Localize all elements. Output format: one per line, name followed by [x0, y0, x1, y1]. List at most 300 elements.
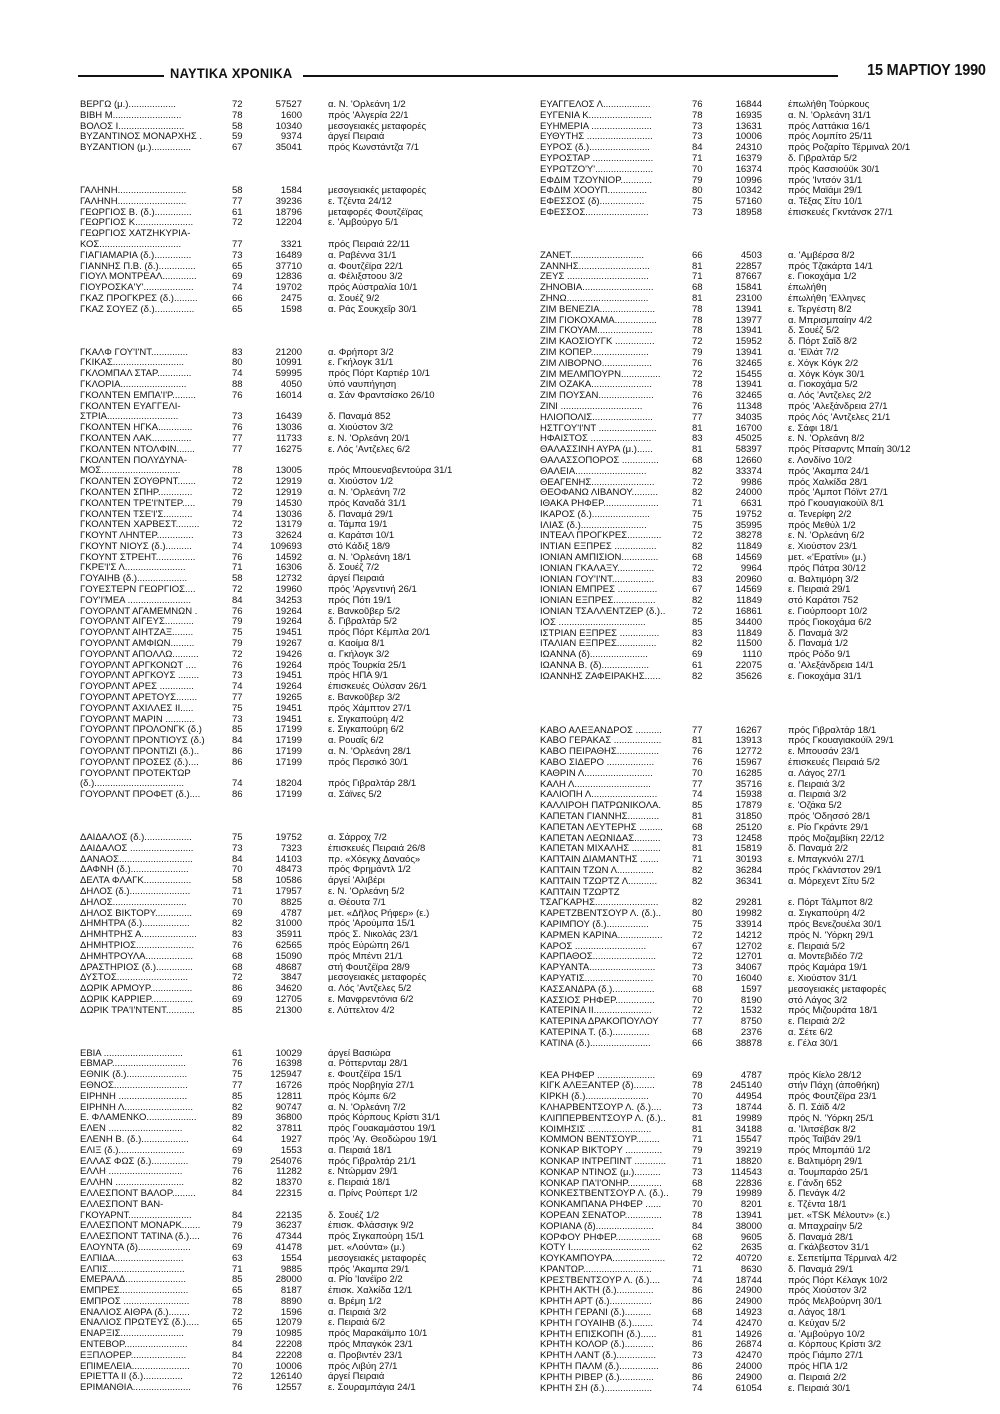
position-status: πρός Λομπίτο 25/11 [788, 132, 873, 143]
tonnage: 16285 [735, 768, 762, 779]
tonnage: 126140 [270, 1372, 302, 1383]
tonnage: 14923 [735, 1308, 762, 1319]
ship-row [540, 855, 980, 866]
tonnage: 13036 [275, 423, 302, 434]
ship-name: ΚΑΣΣΙΟΣ ΡΗΦΕΡ............... [540, 995, 655, 1006]
position-status: έπισκευές Πειραιά 5/2 [788, 758, 880, 769]
ship-row [540, 801, 980, 812]
ship-row [540, 1243, 980, 1254]
build-year: 77 [232, 433, 243, 444]
position-status: πρός Τουρκία 25/1 [328, 660, 407, 671]
position-status: ε. Πειραιά 30/1 [788, 1383, 851, 1394]
position-status: πρός Σ. Νικολάς 23/1 [328, 930, 419, 941]
section-gap [80, 154, 520, 186]
build-year: 61 [232, 207, 243, 218]
build-year: 65 [232, 1318, 243, 1329]
position-status: α. Μπρισμπαίην 4/2 [788, 315, 872, 326]
ship-row [80, 358, 520, 369]
build-year: 68 [692, 455, 703, 466]
tonnage: 12811 [276, 1091, 302, 1102]
ship-row [80, 898, 520, 909]
ship-name: ΓΙΟΥΡΟΣΚΑ'Υ'................... [80, 283, 194, 294]
ship-name: ΓΟΥΟΡΛΝΤ ΑΡΕΤΟΥΣ........ [80, 693, 198, 704]
tonnage: 18370 [275, 1178, 302, 1189]
ship-row [80, 1006, 520, 1017]
build-year: 68 [232, 951, 243, 962]
tonnage: 16398 [275, 1059, 302, 1070]
build-year: 81 [692, 261, 703, 272]
position-status: ε. Χιούστον 23/1 [788, 542, 858, 553]
ship-name: ΚΑΒΟ ΣΙΔΕΡΟ .................. [540, 758, 655, 769]
position-status: α. Πειραιά 3/2 [328, 1307, 387, 1318]
ship-row [540, 996, 980, 1007]
position-status: ε. Πειραιά 5/2 [788, 941, 846, 952]
tonnage: 38000 [735, 1221, 762, 1232]
build-year: 74 [692, 1275, 703, 1286]
tonnage: 17199 [275, 725, 302, 736]
masthead [78, 60, 988, 90]
tonnage: 18204 [275, 779, 302, 790]
build-year: 77 [692, 779, 703, 790]
ship-name: ΚΟΙΜΗΣΙΣ ........................ [540, 1124, 652, 1135]
ship-section [80, 348, 520, 801]
position-status: άργεί Βασιώρα [328, 1048, 391, 1059]
tonnage: 32624 [275, 531, 302, 542]
tonnage: 34620 [275, 984, 302, 995]
ship-name: ΔΑΙΔΑΛΟΣ ........................ [80, 843, 194, 854]
ship-row [80, 1243, 520, 1254]
build-year: 83 [692, 628, 703, 639]
position-status: α. 'Ιλιτσέβσκ 8/2 [788, 1124, 856, 1135]
tonnage: 16844 [735, 100, 762, 110]
ship-name: ΓΚΟΛΝΤΕΝ ΛΑΚ............... [80, 433, 192, 444]
build-year: 81 [692, 293, 703, 304]
tonnage: 4787 [280, 908, 302, 919]
position-status: στό Κάδιξ 18/9 [328, 541, 391, 552]
build-year: 77 [232, 444, 243, 455]
tonnage: 19451 [275, 703, 302, 714]
build-year: 70 [692, 768, 703, 779]
ship-name: ΓΚΟΛΝΤΕΝ ΝΤΟΛΦΙΝ....... [80, 444, 195, 455]
ship-row [80, 553, 520, 564]
build-year: 79 [232, 498, 243, 509]
ship-row [540, 294, 980, 305]
build-year: 76 [692, 401, 703, 412]
position-status: α. Ραβέννα 31/1 [328, 250, 397, 261]
ship-name: ΜΟΣ.............................. [80, 466, 181, 477]
build-year: 66 [232, 293, 243, 304]
ship-name: ΕΝΑΛΙΟΣ ΠΡΩΤΕΥΣ (δ.)..... [80, 1318, 200, 1329]
ship-row [540, 931, 980, 942]
build-year: 68 [692, 822, 703, 833]
build-year: 76 [232, 940, 243, 951]
position-status: α. Τενερίφη 2/2 [788, 509, 852, 520]
position-status: ε. Πειραιά 29/1 [788, 585, 851, 596]
ship-name: ΕΦΕΣΣΟΣ (δ)................. [540, 197, 645, 208]
ship-row [540, 1200, 980, 1211]
tonnage: 32465 [735, 358, 762, 369]
tonnage: 12660 [735, 455, 762, 466]
ship-name: ΕΥΡΩΤΖΟ'Υ'...................... [540, 164, 654, 175]
tonnage: 11849 [736, 596, 762, 607]
build-year: 70 [232, 865, 243, 876]
ship-name: ΘΑΛΕΙΑ........................... [540, 466, 647, 477]
build-year: 79 [232, 1221, 243, 1232]
ship-row [540, 812, 980, 823]
build-year: 76 [232, 390, 243, 401]
ship-name: ΓΚΛΟΡΙΑ......................... [80, 379, 187, 390]
build-year: 80 [692, 186, 703, 197]
ship-name: ΓΟΥΟΡΛΝΤ ΑΓΑΜΕΜΝΩΝ . [80, 606, 198, 617]
ship-name: ΒΟΛΟΣ Ι......................... [80, 121, 185, 132]
ship-name: ΖΙΜ ΜΕΛΜΠΟΥΡΝ............... [540, 369, 661, 380]
ship-name: ΖΙΜ ΓΚΟΥΑΜ..................... [540, 326, 653, 337]
ship-name: ΖΑΝΕΤ............................ [540, 250, 644, 261]
ship-row [80, 100, 520, 111]
position-status: πρό Γκουαγιακούϊλ 8/1 [788, 499, 884, 510]
position-status: μεσογειακές μεταφορές [788, 984, 887, 995]
tonnage: 12204 [275, 218, 302, 229]
position-status: ε. Τζέντα 24/12 [328, 196, 392, 207]
ship-name: ΘΕΟΦΑΝΩ ΛΙΒΑΝΟΥ.......... [540, 488, 658, 499]
ship-row [80, 941, 520, 952]
build-year: 82 [232, 1102, 243, 1113]
ship-name: ΕΦΔΙΜ ΤΖΟΥΝΙΟΡ............ [540, 175, 652, 186]
ship-row [80, 122, 520, 133]
ship-row [80, 963, 520, 974]
build-year: 72 [232, 649, 243, 660]
position-status: α. Καοίμα 8/1 [328, 639, 385, 650]
ship-name: ΚΑΠΕΤΑΝ ΛΕΥΤΕΡΗΣ ......... [540, 822, 663, 833]
ship-row [540, 283, 980, 294]
ship-row [80, 1329, 520, 1340]
position-status: πρός Ταϊβάν 29/1 [788, 1135, 862, 1146]
build-year: 70 [692, 973, 703, 984]
ship-row [540, 1179, 980, 1190]
position-status: α. Πειραιά 18/1 [328, 1145, 392, 1156]
build-year: 69 [232, 994, 243, 1005]
position-status: πρός Μιζουράτα 18/1 [788, 1006, 878, 1017]
tonnage: 16379 [735, 153, 762, 164]
tonnage: 36284 [735, 866, 762, 876]
ship-row [540, 316, 980, 327]
ship-row [540, 326, 980, 337]
build-year: 74 [232, 283, 243, 294]
ship-row [80, 1070, 520, 1081]
ship-row [80, 488, 520, 499]
ship-section [540, 100, 980, 219]
ship-name: ΚΡΗΤΗ ΣΗ (δ.).................. [540, 1383, 652, 1394]
ship-row [540, 672, 980, 683]
position-status: α. Τουμπαράο 25/1 [788, 1167, 869, 1178]
ship-row [80, 132, 520, 143]
ship-name: ΚΟΣ............................... [80, 239, 182, 250]
ship-name: (δ.).................................. [80, 779, 184, 790]
build-year: 86 [692, 1286, 703, 1297]
ship-name: ΕΝΑΡΞΙΣ........................ [80, 1329, 184, 1340]
build-year: 74 [692, 1318, 703, 1329]
ship-name: ΕΞΠΛΟΡΕΡ..................... [80, 1350, 187, 1361]
build-year: 73 [232, 531, 243, 542]
tonnage: 11849 [736, 628, 762, 639]
tonnage: 47344 [275, 1232, 302, 1243]
ship-name: ΓΚΑΖ ΣΟΥΕΖ (δ.)............... [80, 304, 195, 315]
ship-row [540, 176, 980, 187]
tonnage: 17199 [275, 747, 302, 758]
position-status: δ. Παναμά 28/1 [788, 1232, 854, 1243]
tonnage: 36237 [275, 1221, 302, 1232]
ship-row [80, 952, 520, 963]
ship-name: ΚΟΡΙΑΝΑ (δ)...................... [540, 1221, 654, 1232]
position-status: πρός ΗΠΑ 9/1 [328, 671, 388, 682]
tonnage: 19264 [275, 606, 302, 617]
ship-row [80, 1167, 520, 1178]
ship-name: ΓΟΥΟΡΛΝΤ ΑΡΕΣ ............. [80, 682, 194, 693]
ship-row [540, 359, 980, 370]
tonnage: 11500 [736, 639, 762, 650]
build-year: 59 [232, 132, 243, 143]
ship-name: ΕΙΡΗΝΗ Λ.......................... [80, 1102, 193, 1113]
ship-row [80, 1286, 520, 1297]
ship-name: ΓΕΩΡΓΙΟΣ ΧΑΤΖΗΚΥΡΙΑ- [80, 229, 191, 240]
ship-name: ΚΑΡΠΑΘΟΣ........................ [540, 952, 657, 963]
ship-name: ΓΚΟΥΝΤ ΣΤΡΕΗΤ............... [80, 552, 196, 563]
build-year: 83 [232, 930, 243, 941]
position-status: ε. Σουραμπάγια 24/1 [328, 1383, 416, 1394]
ship-row [80, 111, 520, 122]
position-status: ε. Πόρτ Τάλμποτ 8/2 [788, 898, 873, 909]
position-status: α. Φουτζέϊρα 22/1 [328, 261, 404, 272]
position-status: πρός Τζακάρτα 14/1 [788, 261, 873, 272]
build-year: 84 [692, 1221, 703, 1232]
tonnage: 11348 [736, 401, 762, 412]
ship-name: ΕΛΕΝ ............................ [80, 1124, 183, 1135]
ship-row [80, 456, 520, 467]
ship-row [80, 1157, 520, 1168]
ship-row [80, 1275, 520, 1286]
ship-row [540, 348, 980, 359]
ship-name: ΙΟΝΙΑΝ ΓΟΥ'Ι'ΝΤ................ [540, 574, 655, 585]
ship-row [80, 1103, 520, 1114]
position-status: ε. Ντώρμαν 29/1 [328, 1167, 398, 1178]
section-gap [540, 219, 980, 251]
tonnage: 33914 [735, 919, 762, 930]
tonnage: 254076 [270, 1156, 302, 1167]
tonnage: 19426 [275, 649, 302, 660]
position-status: άργεί Πειραιά [328, 1372, 385, 1383]
ship-name: ΔΡΑΣΤΗΡΙΟΣ (δ.).............. [80, 962, 193, 973]
position-status: πρός Γιάμπο 27/1 [788, 1351, 864, 1362]
tonnage: 12836 [275, 272, 302, 283]
ship-row [80, 1318, 520, 1329]
build-year: 78 [692, 304, 703, 315]
position-status: ε. Πειραιά 18/1 [328, 1178, 391, 1189]
ship-row [80, 833, 520, 844]
tonnage: 34400 [735, 617, 762, 628]
tonnage: 34035 [735, 412, 762, 423]
ship-name: ΙΟΝΙΑΝ ΓΚΑΛΑΞΥ.............. [540, 563, 655, 574]
tonnage: 4503 [740, 250, 762, 261]
ship-row [80, 919, 520, 930]
position-status: ε. Μπουσάν 23/1 [788, 747, 860, 758]
position-status: ε. Σιγκαπούρη 6/2 [328, 725, 404, 736]
tonnage: 16935 [735, 110, 762, 121]
ship-row [540, 434, 980, 445]
ship-section [540, 251, 980, 683]
build-year: 58 [232, 876, 243, 887]
ship-row [80, 909, 520, 920]
position-status: πρός Χαλκίδα 28/1 [788, 477, 868, 488]
tonnage: 18744 [735, 1102, 762, 1113]
ship-name: ΚΑΠΤΑΙΝ ΤΖΩΡΤΖ [540, 887, 620, 898]
ship-row [540, 1146, 980, 1157]
tonnage: 1596 [280, 1307, 302, 1318]
build-year: 78 [692, 315, 703, 326]
build-year: 70 [692, 164, 703, 175]
tonnage: 38878 [735, 1038, 762, 1049]
ship-name: ΓΟΥΟΡΛΝΤ ΑΙΓΕΥΣ........... [80, 617, 194, 628]
tonnage: 15455 [735, 369, 762, 380]
tonnage: 17957 [275, 887, 302, 897]
tonnage: 4050 [280, 379, 302, 390]
tonnage: 34253 [275, 595, 302, 606]
ship-row [80, 1178, 520, 1189]
position-status: μετ. «'Ερατίνι» (μ.) [788, 553, 867, 564]
tonnage: 24000 [735, 488, 762, 499]
ship-row [80, 1211, 520, 1222]
build-year: 79 [692, 1189, 703, 1200]
build-year: 84 [232, 736, 243, 747]
position-status: δ. Παναμά 29/1 [328, 509, 394, 520]
build-year: 73 [232, 671, 243, 682]
position-status: πρός 'Αρούμπα 15/1 [328, 919, 416, 930]
tonnage: 23100 [735, 293, 762, 304]
build-year: 82 [692, 898, 703, 909]
ship-name: ΙΟΝΙΑΝ ΕΞΠΡΕΣ................ [540, 596, 656, 607]
position-status: ε. Πειραιά 3/2 [788, 779, 846, 790]
ship-name: ΚΑΛΗ Λ............................. [540, 779, 651, 790]
build-year: 82 [232, 919, 243, 930]
build-year: 82 [692, 466, 703, 477]
build-year: 82 [692, 639, 703, 650]
ship-name: ΕΛΛΕΣΠΟΝΤ ΤΑΤΙΝΑ (δ.).... [80, 1232, 200, 1243]
build-year: 71 [232, 887, 243, 897]
build-year: 77 [692, 1017, 703, 1028]
tonnage: 13941 [735, 1210, 762, 1221]
position-status: πρός Αύστραλία 10/1 [328, 283, 418, 294]
ship-name: ΓΕΩΡΓΙΟΣ Β. (δ.).............. [80, 207, 192, 218]
tonnage: 16489 [275, 250, 302, 261]
ship-row [80, 1372, 520, 1383]
ship-row [80, 671, 520, 682]
build-year: 78 [232, 110, 243, 121]
ship-row [80, 930, 520, 941]
ship-name: ΕΛΕΝΗ Β. (δ.).................. [80, 1134, 189, 1145]
tonnage: 19267 [275, 639, 302, 650]
ship-row [80, 294, 520, 305]
ship-name: ΚΑΤΕΡΙΝΑ ΔΡΑΚΟΠΟΥΛΟΥ [540, 1017, 659, 1028]
tonnage: 10006 [275, 1361, 302, 1372]
ship-name: ΕΙΡΗΝΗ .......................... [80, 1091, 188, 1102]
ship-name: ΖΙΜ ΚΟΠΕΡ...................... [540, 347, 649, 358]
build-year: 68 [692, 1308, 703, 1319]
ship-row [80, 693, 520, 704]
tonnage: 1110 [742, 650, 762, 661]
build-year: 66 [692, 1038, 703, 1049]
tonnage: 13005 [275, 466, 302, 477]
position-status: ε. Σάφι 18/1 [788, 423, 839, 434]
build-year: 81 [692, 1113, 703, 1124]
ship-row [80, 1308, 520, 1319]
tonnage: 8201 [740, 1200, 762, 1211]
build-year: 58 [232, 574, 243, 585]
ship-name: ΕΛΟΥΝΤΑ (δ).................... [80, 1242, 191, 1253]
ship-name: ΕΥΡΟΣ (δ.)....................... [540, 143, 650, 154]
position-status: στό Λάγος 3/2 [788, 995, 848, 1006]
build-year: 82 [692, 596, 703, 607]
build-year: 85 [232, 1005, 243, 1016]
ship-row [80, 1221, 520, 1232]
build-year: 76 [232, 660, 243, 671]
ship-row [540, 1308, 980, 1319]
build-year: 68 [692, 1027, 703, 1038]
tonnage: 28000 [275, 1275, 302, 1286]
position-status: ε. Γιοκοχάμα 1/2 [788, 272, 857, 283]
build-year: 82 [692, 671, 703, 682]
build-year: 86 [232, 790, 243, 801]
ship-name: ΚΑΡΜΕΝ ΚΑΡΙΝΑ................. [540, 930, 663, 941]
position-status: έπισκ. Χαλκίδα 12/1 [328, 1286, 413, 1297]
build-year: 73 [692, 963, 703, 974]
ship-name: ΚΟΤΥ Ι.............................. [540, 1243, 650, 1254]
position-status: πρός Φουτζέϊρα 23/1 [788, 1092, 877, 1103]
position-status: πρός Πάτρα 30/12 [788, 563, 866, 574]
ship-row [80, 272, 520, 283]
tonnage: 13941 [735, 304, 762, 315]
build-year: 72 [692, 477, 703, 488]
ship-name: ΗΦΑΙΣΤΟΣ ....................... [540, 434, 652, 445]
tonnage: 10996 [735, 175, 762, 186]
position-status: ε. 'Αμβούργο 5/1 [328, 218, 399, 229]
build-year: 65 [232, 261, 243, 272]
ship-name: ΖΙΜ ΓΙΟΚΟΧΑΜΑ................ [540, 315, 657, 326]
ship-name: ΒΕΡΓΩ (μ.).................. [80, 100, 176, 110]
ship-name: ΚΑΒΟ ΑΛΕΞΑΝΔΡΟΣ .......... [540, 725, 662, 736]
tonnage: 19264 [275, 682, 302, 693]
build-year: 72 [232, 100, 243, 110]
build-year: 86 [692, 1297, 703, 1308]
position-status: πρός Γιοκοχάμα 6/2 [788, 617, 872, 628]
issue-date: 15 ΜΑΡΤΙΟΥ 1990 [867, 62, 986, 79]
tonnage: 42470 [735, 1318, 762, 1329]
position-status: στή Φουτζέϊρα 28/9 [328, 962, 410, 973]
ship-name: ΚΑΛΙΟΠΗ Λ......................... [540, 790, 658, 801]
tonnage: 35911 [276, 930, 302, 941]
position-status: πρός Μπαγκόκ 23/1 [328, 1340, 413, 1351]
ship-name: ΕΥΓΕΝΙΑ Κ........................ [540, 110, 652, 121]
ship-row [540, 1071, 980, 1082]
ship-name: ΓΚΟΛΝΤΕΝ ΕΥΑΓΓΕΛΙ- [80, 401, 181, 412]
build-year: 81 [692, 736, 703, 747]
ship-row [80, 466, 520, 477]
tonnage: 1598 [280, 304, 302, 315]
tonnage: 13179 [275, 520, 302, 531]
ship-name: ΚΟΝΚΑΡ ΝΤΙΝΟΣ (μ.).......... [540, 1167, 661, 1178]
tonnage: 13913 [735, 736, 762, 747]
tonnage: 2376 [740, 1027, 762, 1038]
position-status: α. Σάϊνες 5/2 [328, 790, 382, 801]
ship-row [80, 1124, 520, 1135]
